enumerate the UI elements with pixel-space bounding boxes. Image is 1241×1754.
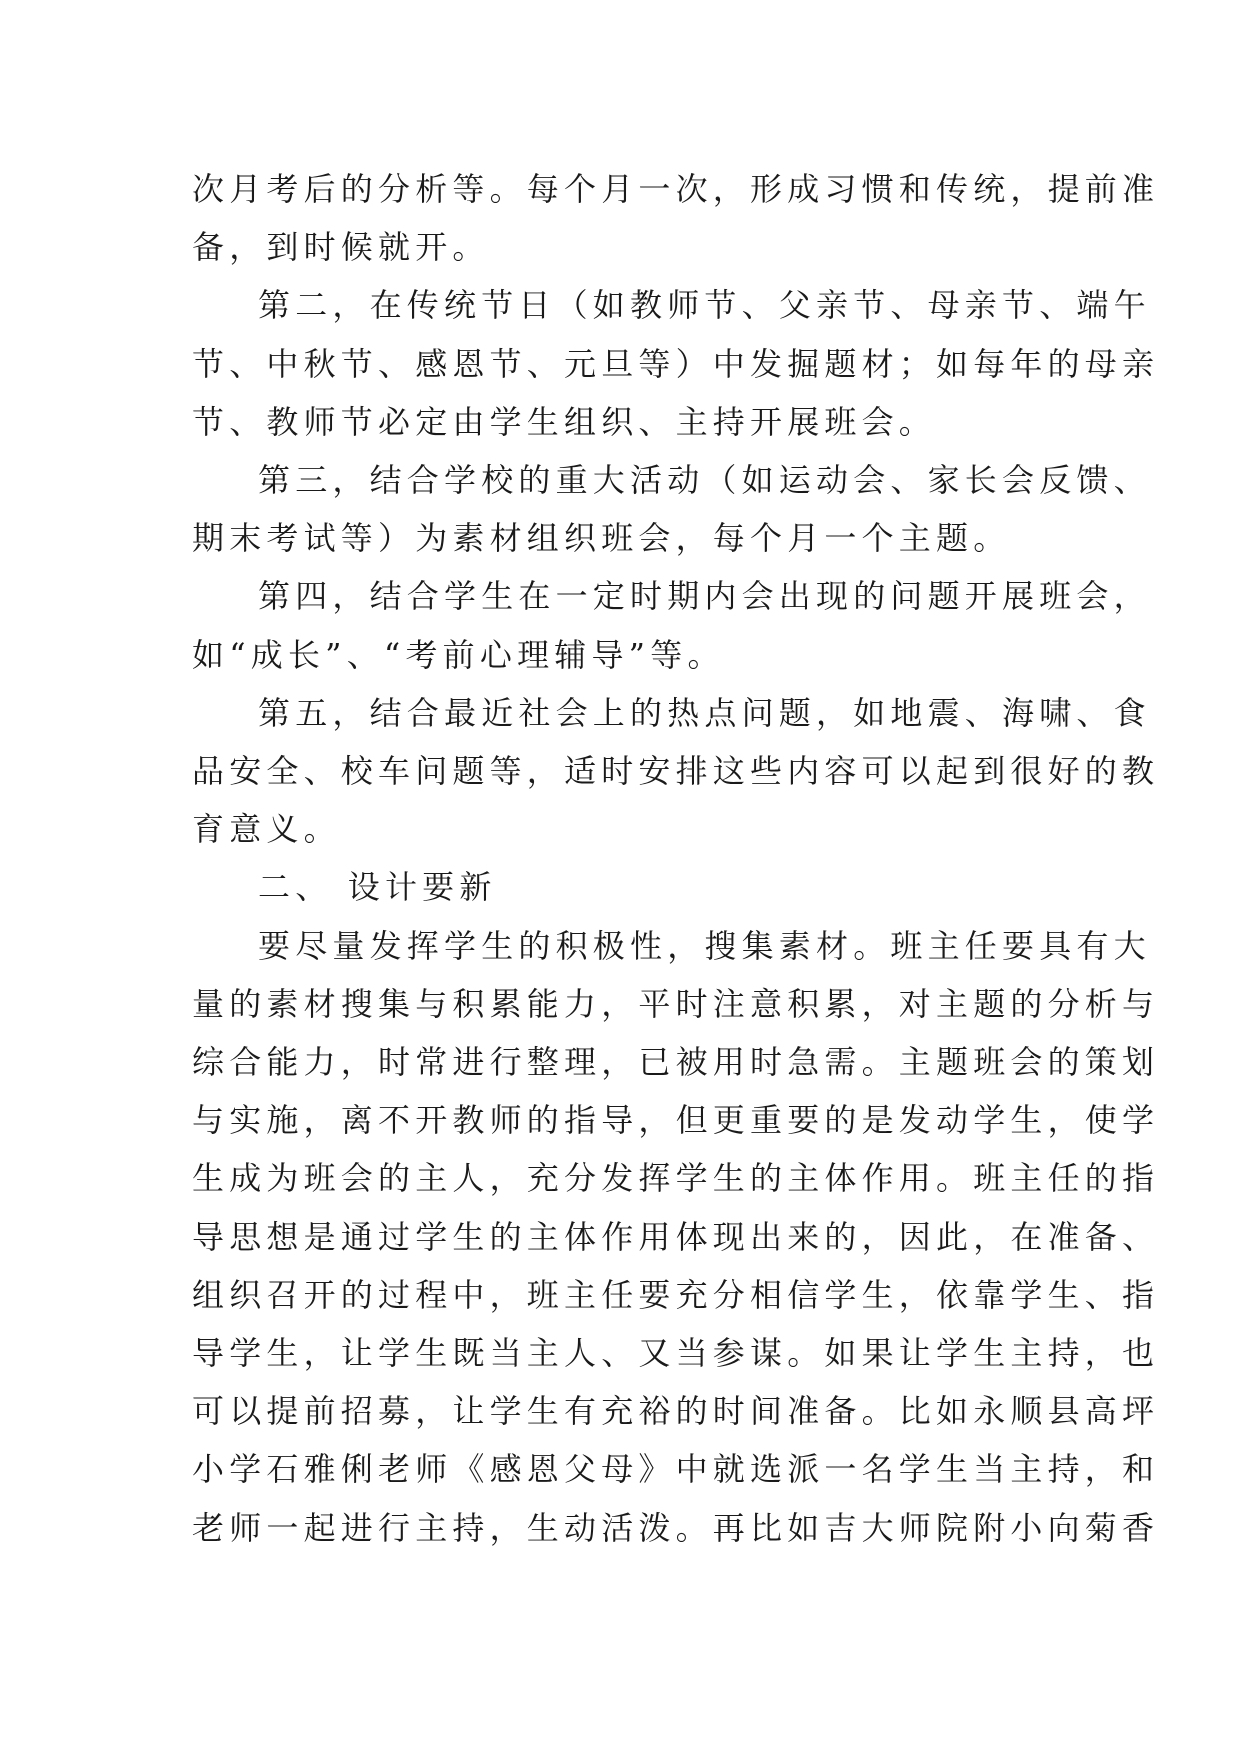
text-line: 要尽量发挥学生的积极性，搜集素材。班主任要具有大 (258, 926, 1151, 965)
text-line: 生成为班会的主人，充分发挥学生的主体作用。班主任的指 (192, 1159, 1160, 1198)
text-line: 与实施，离不开教师的指导，但更重要的是发动学生，使学 (192, 1101, 1160, 1140)
text-line: 综合能力，时常进行整理，已被用时急需。主题班会的策划 (192, 1043, 1160, 1081)
text-line: 导学生，让学生既当主人、又当参谋。如果让学生主持，也 (192, 1334, 1160, 1372)
text-line: 二、 设计要新 (258, 868, 497, 907)
text-line: 老师一起进行主持，生动活泼。再比如吉大师院附小向菊香 (192, 1508, 1160, 1547)
text-line: 如“成长”、“考前心理辅导”等。 (192, 635, 725, 674)
text-line: 可以提前招募，让学生有充裕的时间准备。比如永顺县高坪 (192, 1392, 1160, 1431)
text-line: 第三，结合学校的重大活动（如运动会、家长会反馈、 (258, 461, 1151, 499)
text-line: 次月考后的分析等。每个月一次，形成习惯和传统，提前准 (192, 170, 1160, 208)
text-line: 品安全、校车问题等，适时安排这些内容可以起到很好的教 (192, 752, 1160, 790)
text-line: 小学石雅俐老师《感恩父母》中就选派一名学生当主持，和 (192, 1450, 1160, 1489)
text-line: 备，到时候就开。 (192, 228, 490, 267)
text-line: 量的素材搜集与积累能力，平时注意积累，对主题的分析与 (192, 984, 1160, 1023)
text-line: 节、中秋节、感恩节、元旦等）中发掘题材；如每年的母亲 (192, 344, 1160, 383)
text-line: 育意义。 (192, 810, 341, 849)
text-line: 期末考试等）为素材组织班会，每个月一个主题。 (192, 519, 1011, 558)
text-line: 节、教师节必定由学生组织、主持开展班会。 (192, 402, 937, 441)
text-line: 组织召开的过程中，班主任要充分相信学生，依靠学生、指 (192, 1275, 1160, 1314)
text-line: 第五，结合最近社会上的热点问题，如地震、海啸、食 (258, 693, 1151, 732)
text-line: 第四，结合学生在一定时期内会出现的问题开展班会， (258, 577, 1151, 616)
text-line: 第二，在传统节日（如教师节、父亲节、母亲节、端午 (258, 286, 1151, 325)
text-line: 导思想是通过学生的主体作用体现出来的，因此，在准备、 (192, 1217, 1160, 1256)
